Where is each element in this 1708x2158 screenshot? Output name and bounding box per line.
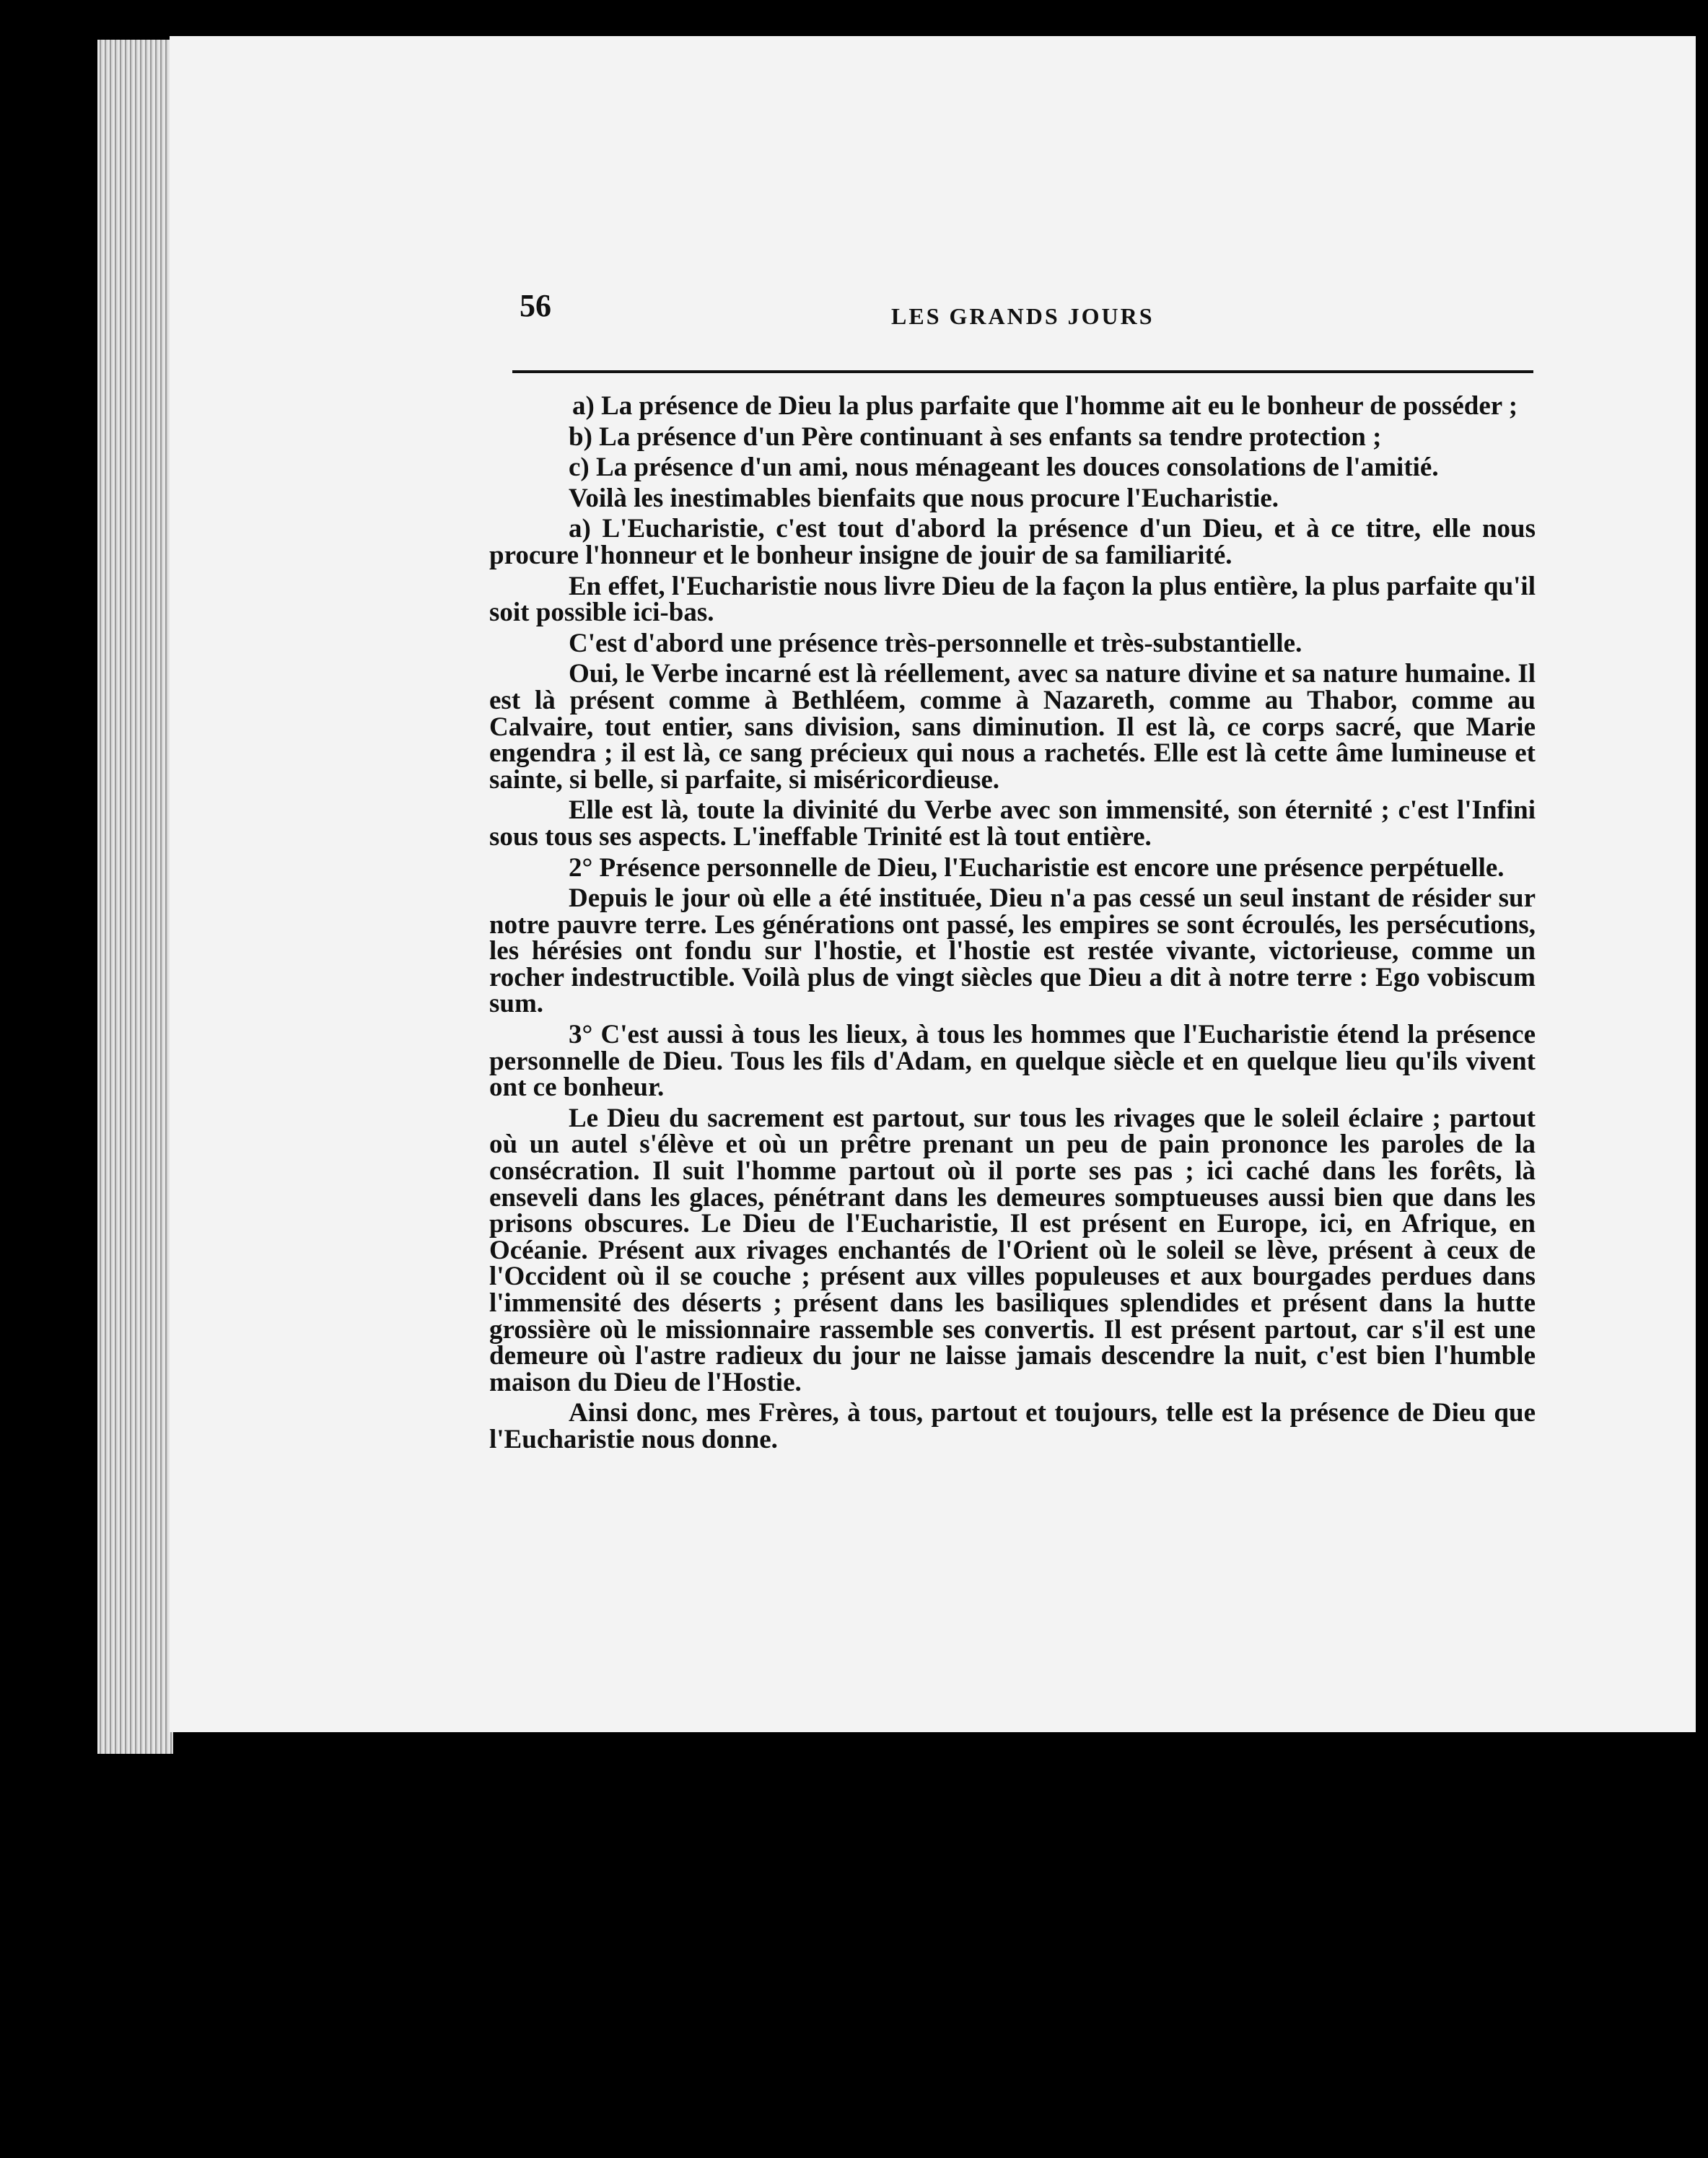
paragraph-8: Oui, le Verbe incarné est là réellement, avec sa nature divine et sa nature humaine. Il est là présent comme à Bethléem, comme à Nazareth, comme au Thabor, comme au Calvaire, tout entier, sans division, sans diminution. Il est là, ce corps sacré, que Marie engendra ; il est là, ce sang précieux qui nous a rachetés. Elle est là cette âme lumineuse et sainte, si belle, si parfaite, si miséricordieuse. — [489, 659, 1536, 795]
paragraph-11: Depuis le jour où elle a été instituée, Dieu n'a pas cessé un seul instant de résider sur notre pauvre terre. Les générations ont passé, les empires se sont écroulés, les persécutions, les hérésies ont fondu sur l'hostie, et l'hostie est restée vivante, victorieuse, comme un rocher indestructible. Voilà plus de vingt siècles que Dieu a dit à notre terre : Ego vobiscum sum. — [489, 883, 1536, 1019]
page-number: 56 — [520, 288, 551, 323]
paragraph-5: a) L'Eucharistie, c'est tout d'abord la présence d'un Dieu, et à ce titre, elle nous procure l'honneur et le bonheur insigne de jouir de sa familiarité. — [489, 514, 1536, 570]
paragraph-12: 3° C'est aussi à tous les lieux, à tous les hommes que l'Eucharistie étend la présence personnelle de Dieu. Tous les fils d'Adam, en quelque siècle et en quelque lieu qu'ils vivent ont ce bonheur. — [489, 1020, 1536, 1103]
paragraph-1: a) La présence de Dieu la plus parfaite que l'homme ait eu le bonheur de posséder ; — [572, 391, 1518, 421]
paragraph-9: Elle est là, toute la divinité du Verbe avec son immensité, son éternité ; c'est l'Infini sous tous ses aspects. L'ineffable Trinité est là tout entière. — [489, 795, 1536, 852]
paragraph-14: Ainsi donc, mes Frères, à tous, partout et toujours, telle est la présence de Dieu que l'Eucharistie nous donne. — [489, 1398, 1536, 1454]
paragraph-4: Voilà les inestimables bienfaits que nous procure l'Eucharistie. — [569, 483, 1279, 513]
running-head: LES GRANDS JOURS — [891, 303, 1155, 329]
body-text — [489, 393, 1536, 1458]
header-rule — [512, 370, 1533, 373]
paragraph-2: b) La présence d'un Père continuant à ses enfants sa tendre protection ; — [569, 421, 1382, 452]
paragraph-7: C'est d'abord une présence très-personnelle et très-substantielle. — [569, 628, 1302, 658]
paragraph-6: En effet, l'Eucharistie nous livre Dieu de la façon la plus entière, la plus parfaite qu'il soit possible ici-bas. — [489, 571, 1536, 628]
paragraph-10: 2° Présence personnelle de Dieu, l'Eucharistie est encore une présence perpétuelle. — [569, 852, 1505, 883]
book-page-edge — [97, 40, 173, 1754]
paragraph-3: c) La présence d'un ami, nous ménageant les douces consolations de l'amitié. — [569, 453, 1439, 483]
paragraph-13: Le Dieu du sacrement est partout, sur tous les rivages que le soleil éclaire ; partout où un autel s'élève et où un prêtre prenant un peu de pain prononce les paroles de la consécration. Il suit l'homme partout où il porte ses pas ; ici caché dans les forêts, là enseveli dans les glaces, pénétrant dans les demeures somptueuses aussi bien que dans les prisons obscures. Le Dieu de l'Eucharistie, Il est présent en Europe, ici, en Afrique, en Océanie. Présent aux rivages enchantés de l'Orient où le soleil se lève, présent à ceux de l'Occident où il se couche ; présent aux villes populeuses et aux bourgades perdues dans l'immensité des déserts ; présent dans les basiliques splendides et présent dans la hutte grossière où le missionnaire rassemble ses convertis. Il est présent partout, car s'il est une demeure où l'astre radieux du jour ne laisse jamais descendre la nuit, c'est bien l'humble maison du Dieu de l'Hostie. — [489, 1103, 1536, 1397]
